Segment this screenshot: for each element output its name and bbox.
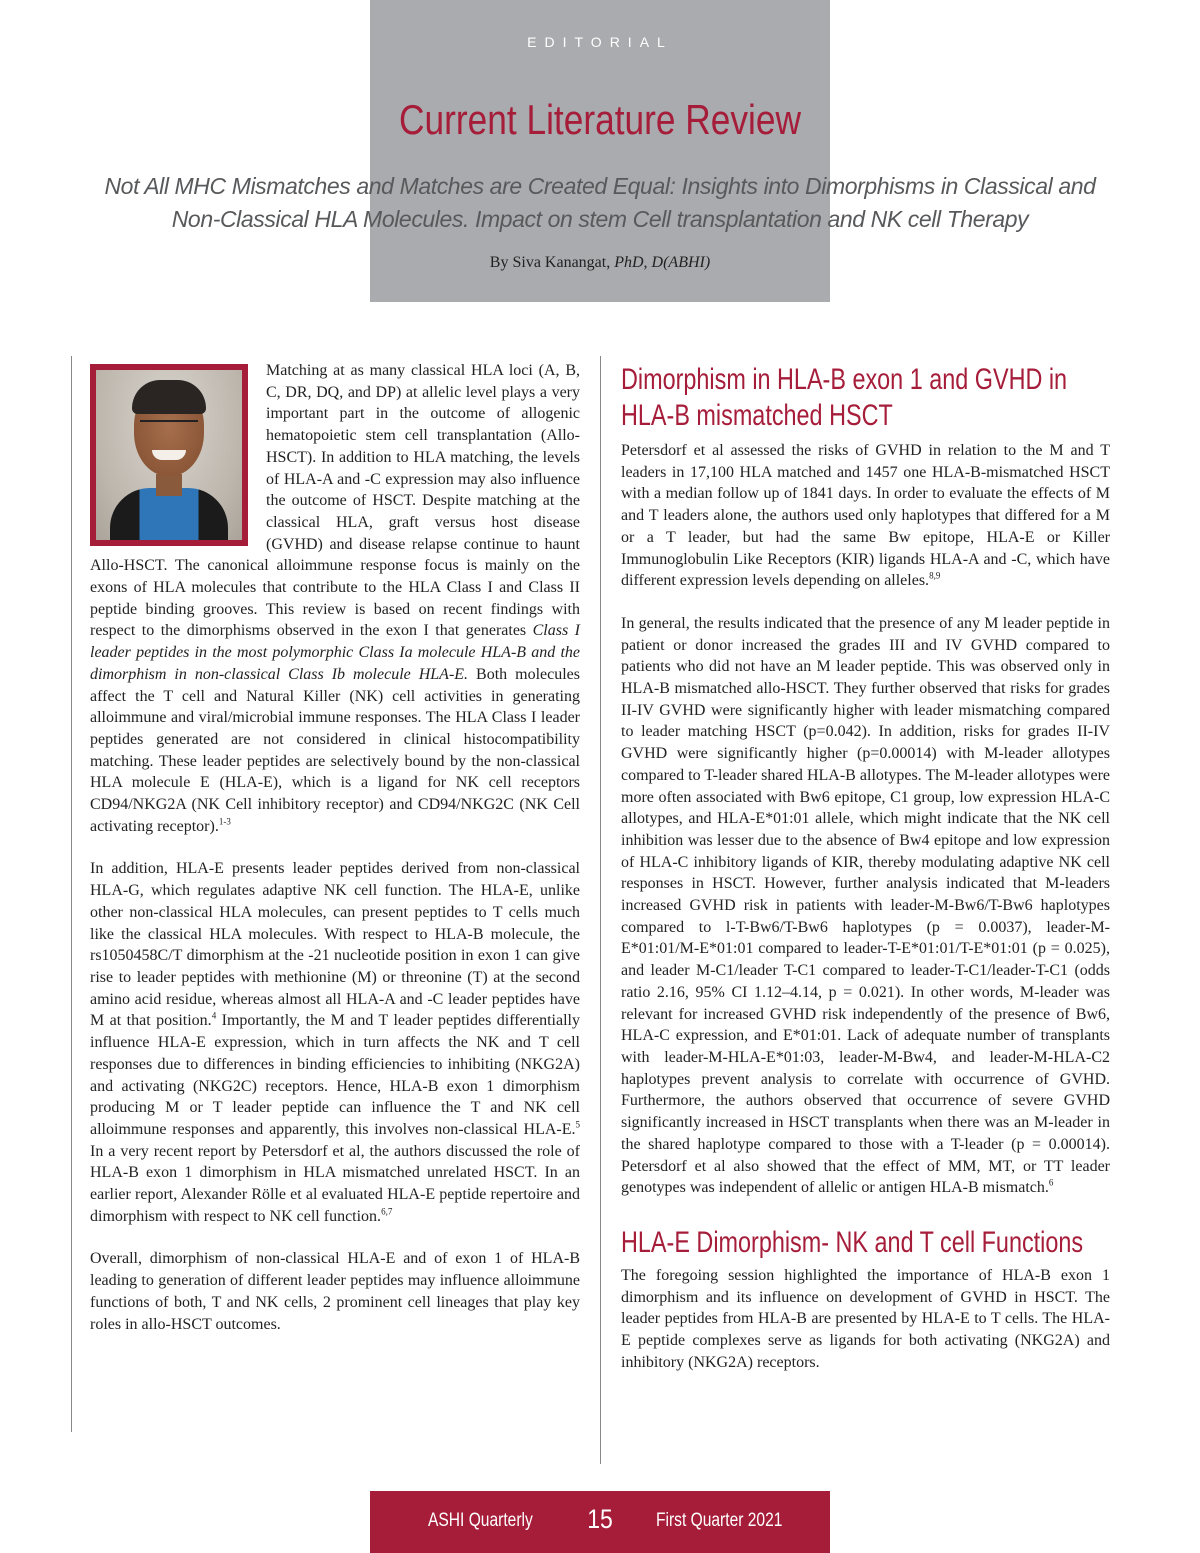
right-paragraph-3: The foregoing session highlighted the importance of HLA-B exon 1 dimorphism and its influence on development of GVHD in HSCT. The leader peptides from HLA-B are presented by HLA-E to T cells. The HLA-E peptide complexes serve as ligands for both activating (NKG2A) and inhibitory (NKG2A) receptors. — [621, 1266, 1110, 1371]
left-p2-text-a: In addition, HLA-E presents leader peptides derived from non-classical HLA-G, which regulates adaptive NK cell function. The HLA-E, unlike other non-classical HLA molecules, can present peptides to T cells much like the classical HLA molecules. With respect to HLA-B molecule, the rs1050458C/T dimorphism at the -21 nucleotide position in exon 1 can give rise to leader peptides with methionine (M) or threonine (T) at the second amino acid residue, whereas almost all HLA-A and -C leader peptides have M at that position. — [90, 860, 580, 1030]
left-paragraph-2 — [90, 858, 580, 1227]
left-p1-text-b: Both molecules affect the T cell and Natural Killer (NK) cell activities in generating alloimmune and viral/microbial immune responses. The HLA Class I leader peptides generated are not considered in clinical histocompatibility matching. These leader peptides are selectively bound by the non-classical HLA molecule E (HLA-E), which is a ligand for NK cell receptors CD94/NKG2A (NK Cell inhibitory receptor) and CD94/NKG2C (NK Cell activating receptor). — [90, 665, 580, 835]
photo-smile — [152, 450, 186, 460]
subtitle-line-1: Not All MHC Mismatches and Matches are Created Equal: Insights into Dimorphisms in Classical and — [104, 173, 1096, 199]
footer-journal: ASHI Quarterly — [428, 1510, 533, 1531]
page-title: Current Literature Review — [399, 96, 801, 143]
author-photo-frame — [90, 364, 248, 546]
center-column-rule — [600, 356, 601, 1464]
left-paragraph-3: Overall, dimorphism of non-classical HLA-E and of exon 1 of HLA-B leading to generation of different leader peptides may influence alloimmune functions of both, T and NK cells, 2 prominent cell lineages that play key roles in allo-HSCT outcomes. — [90, 1250, 580, 1333]
left-p2-text-b: Importantly, the M and T leader peptides differentially influence HLA-E expression, which in turn affects the NK and T cell responses due to differences in binding efficiencies to inhibiting (NKG2A) and activating (NKG2C) receptors. Hence, HLA-B exon 1 dimorphism producing M or T leader peptide can influence the T and NK cell alloimmune responses and apparently, this involves non-classical HLA-E. — [90, 1012, 580, 1138]
right-p1-reference: 8,9 — [929, 570, 941, 581]
left-column — [90, 360, 580, 1335]
left-p1-italic: Class I leader peptides in the most polymorphic Class Ia molecule HLA-B and the dimorphism in non-classical Class Ib molecule HLA-E. — [90, 622, 580, 683]
left-p1-reference: 1-3 — [218, 816, 231, 827]
section-heading-2: HLA-E Dimorphism- NK and T cell Functions — [621, 1225, 1084, 1259]
left-p2-reference-3: 6,7 — [381, 1206, 393, 1217]
left-column-rule — [71, 356, 72, 1432]
footer-issue: First Quarter 2021 — [656, 1510, 783, 1531]
author-photo — [96, 370, 242, 540]
byline — [0, 254, 1200, 272]
left-p2-text-c: In a very recent report by Petersdorf et al, the authors discussed the role of HLA-B exon 1 dimorphism in HLA mismatched unrelated HSCT. In an earlier report, Alexander Rölle et al evaluated HLA-E peptide repertoire and dimorphism with respect to NK cell function. — [90, 1142, 580, 1225]
section-heading-1 — [621, 362, 1068, 434]
right-p1-text: Petersdorf et al assessed the risks of GVHD in relation to the M and T leaders in 17,100 HLA matched and 1457 one HLA-B-mismatched HSCT with a median follow up of 1841 days. In order to evaluate the effects of M and T leaders alone, the authors used only haplotypes that differed for a M or a T leader, but had the same Bw epitope, HLA-E or Killer Immunoglobulin Like Receptors (KIR) ligands HLA-A and -C, which have different expression levels depending on alleles. — [621, 442, 1110, 590]
section-heading-1-line-1: Dimorphism in HLA-B exon 1 and GVHD in — [621, 363, 1068, 396]
left-paragraph-1 — [90, 360, 580, 837]
right-paragraph-2 — [621, 613, 1110, 1199]
right-p2-reference: 6 — [1048, 1177, 1054, 1188]
right-p2-text: In general, the results indicated that the presence of any M leader peptide in patient or donor increased the grades III and IV GVHD compared to patients who did not have an M leader peptide. This was observed only in HLA-B mismatched allo-HSCT. They further observed that risks for grades II-IV GVHD were significantly higher with leader mismatching compared to leader matching HSCT (p=0.042). In addition, risks for grades II-IV GVHD were significantly higher (p=0.00014) with M-leader allotypes compared to T-leader shared HLA-B allotypes. The M-leader allotypes were more often associated with Bw6 epitope, C1 group, low expression HLA-C allotypes, and HLA-E*01:01 allele, which might indicate that the NK cell inhibition was lesser due to the absence of Bw4 epitope and low expression of HLA-C inhibitory ligands of KIR, thereby modulating adaptive NK cell responses in HSCT. However, further analysis indicated that M-leaders increased GVHD risk in patients with leader-M-Bw6/T-Bw6 haplotypes compared to l-T-Bw6/T-Bw6 haplotypes (p = 0.0037), leader-M-E*01:01/M-E*01:01 compared to leader-T-E*01:01/T-E*01:01 (p = 0.025), and leader M-C1/leader T-C1 compared to leader-T-C1/leader-T-C1 (odds ratio 2.16, 95% CI 1.12–4.14, p = 0.021). In other words, M-leader was relevant for increased GVHD risk independently of the presence of Bw6, HLA-C expression, and E*01:01. Lack of adequate number of transplants with leader-M-HLA-E*01:03, leader-M-Bw4, and leader-M-HLA-C2 haplotypes prevent analysis to correlate with occurrence of GVHD. Furthermore, the authors observed that occurrence of severe GVHD significantly increased in HSCT transplants when there was an M-leader in the shared haplotype compared to those with a T-leader (p = 0.00014). Petersdorf et al also showed that the effect of MM, MT, or TT leader genotypes was independent of allelic or antigen HLA-B mismatch. — [621, 614, 1110, 1197]
byline-author: By Siva Kanangat, — [489, 254, 615, 271]
right-paragraph-1 — [621, 440, 1110, 592]
left-p2-reference-2: 5 — [575, 1119, 580, 1130]
byline-credentials: PhD, D(ABHI) — [614, 254, 711, 271]
footer-page-number: 15 — [587, 1504, 613, 1534]
photo-hair — [132, 380, 206, 414]
left-p1-text-a: Matching at as many classical HLA loci (A, B, C, DR, DQ, and DP) at allelic level plays a very important part in the outcome of allogenic hematopoietic stem cell transplantation (Allo-HSCT). In addition to HLA matching, the levels of HLA-A and -C expression may also influence the outcome of HSCT. Despite matching at the classical HLA, graft versus host disease (GVHD) and disease relapse continue to haunt Allo-HSCT. The canonical alloimmune response focus is mainly on the exons of HLA molecules that contribute to the HLA Class I and Class II peptide binding grooves. This review is based on recent findings with respect to the dimorphisms observed in the exon I that generates — [90, 362, 580, 640]
section-kicker: EDITORIAL — [527, 34, 673, 50]
left-p2-reference-1: 4 — [211, 1011, 217, 1022]
right-column — [621, 362, 1110, 1373]
article-subtitle — [80, 170, 1120, 236]
photo-glasses — [140, 420, 198, 432]
photo-neck — [156, 474, 182, 496]
section-heading-1-line-2: HLA-B mismatched HSCT — [621, 399, 893, 432]
subtitle-line-2: Non-Classical HLA Molecules. Impact on stem Cell transplantation and NK cell Therapy — [171, 206, 1029, 232]
